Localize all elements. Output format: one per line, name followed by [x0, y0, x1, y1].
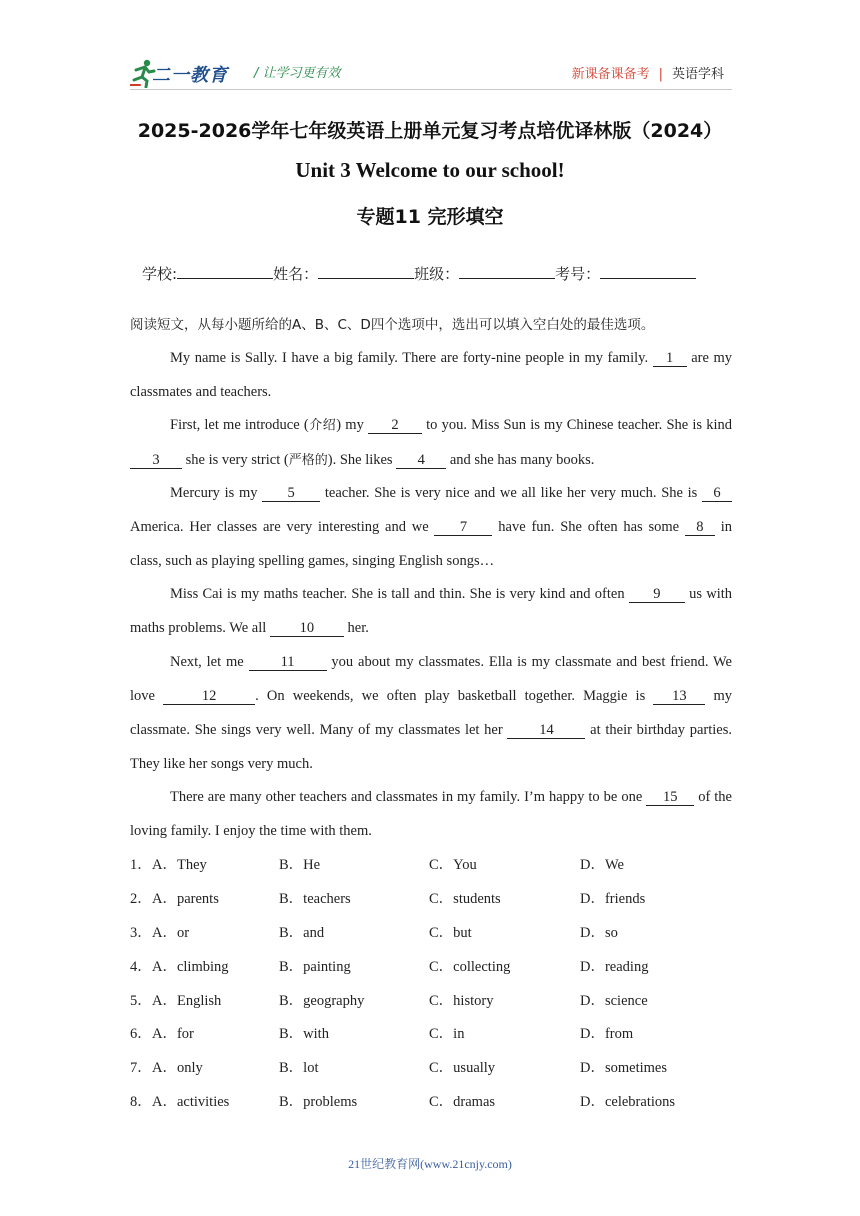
question-row — [130, 984, 750, 1018]
passage-paragraph-5: Next, let me 11 you about my classmates. Ella is my classmate and best friend. We love 12 . On weekends, we often play basketball together. Maggie is 13 my classmate. She sings very well. Many of my classmates let her 14 at their birthday parties. They like her songs very much. — [130, 654, 733, 772]
school-label: 学校: — [142, 265, 178, 283]
unit-title: Unit 3 Welcome to our school! — [295, 158, 565, 182]
class-blank[interactable] — [459, 264, 555, 279]
brand-logo — [130, 58, 242, 88]
option-d[interactable]: D．We — [580, 857, 624, 873]
header-right — [572, 63, 724, 82]
blank-11: 11 — [249, 655, 327, 671]
document-title: 2025-2026学年七年级英语上册单元复习考点培优译林版（2024） — [137, 120, 723, 142]
answer-options — [130, 848, 750, 1119]
option-a[interactable]: A．for — [152, 1026, 194, 1043]
blank-9: 9 — [629, 587, 685, 603]
name-label: 姓名： — [273, 265, 319, 283]
blank-5: 5 — [262, 486, 320, 502]
question-row — [130, 882, 750, 916]
blank-14: 14 — [507, 723, 585, 739]
header-subject: 英语学科 — [671, 67, 724, 82]
question-number: 5． — [130, 992, 152, 1009]
exam-number-blank[interactable] — [600, 264, 696, 279]
blank-4: 4 — [396, 453, 446, 469]
passage-paragraph-2: First, let me introduce (介绍) my 2 to you. Miss Sun is my Chinese teacher. She is kind 3 she is very strict (严格的). She likes 4 and she has many books. — [130, 408, 732, 478]
option-c[interactable]: C．usually — [429, 1060, 496, 1077]
header-divider — [130, 89, 732, 90]
passage-paragraph-3: Mercury is my 5 teacher. She is very nice and we all like her very much. She is 6 America. Her classes are very interesting and we 7 have fun. She often has some 8 in class, such as playing spelling games, singing English songs… — [130, 485, 733, 569]
question-number: 3． — [130, 924, 152, 941]
option-a[interactable]: A．parents — [152, 890, 219, 907]
option-a[interactable]: A．English — [152, 992, 222, 1009]
option-b[interactable]: B．geography — [279, 992, 365, 1009]
option-b[interactable]: B．lot — [279, 1060, 319, 1077]
blank-13: 13 — [653, 689, 705, 705]
slogan: / 让学习更有效 — [254, 66, 341, 81]
topic-title: 专题11 完形填空 — [356, 206, 504, 228]
option-b[interactable]: B．teachers — [279, 890, 351, 907]
option-b[interactable]: B．with — [279, 1026, 329, 1043]
question-row — [130, 1085, 750, 1119]
passage-paragraph-4: Miss Cai is my maths teacher. She is tall and thin. She is very kind and often 9 us with maths problems. We all 10 her. — [130, 586, 733, 636]
blank-10: 10 — [270, 621, 344, 637]
question-row — [130, 848, 750, 882]
option-a[interactable]: A．or — [152, 924, 190, 941]
blank-15: 15 — [646, 790, 694, 806]
option-d[interactable]: D．science — [580, 992, 648, 1009]
option-a[interactable]: A．activities — [152, 1094, 230, 1111]
option-b[interactable]: B．He — [279, 857, 321, 873]
page-header — [130, 58, 732, 90]
option-d[interactable]: D．reading — [580, 958, 649, 975]
option-c[interactable]: C．students — [429, 890, 501, 907]
option-a[interactable]: A．They — [152, 857, 207, 873]
blank-7: 7 — [434, 520, 492, 536]
question-number: 6． — [130, 1026, 152, 1043]
page-footer: 21世纪教育网(www.21cnjy.com) — [348, 1157, 512, 1171]
blank-6: 6 — [702, 486, 732, 502]
option-c[interactable]: C．You — [429, 857, 477, 873]
question-row — [130, 1017, 750, 1051]
option-d[interactable]: D．from — [580, 1026, 634, 1043]
question-number: 4． — [130, 958, 152, 975]
option-c[interactable]: C．collecting — [429, 958, 511, 975]
blank-12: 12 — [163, 689, 255, 705]
school-blank[interactable] — [177, 264, 273, 279]
option-b[interactable]: B．and — [279, 924, 325, 941]
option-a[interactable]: A．climbing — [152, 958, 229, 975]
option-d[interactable]: D．celebrations — [580, 1094, 676, 1111]
name-blank[interactable] — [318, 264, 414, 279]
option-a[interactable]: A．only — [152, 1060, 203, 1077]
option-b[interactable]: B．problems — [279, 1094, 358, 1111]
option-d[interactable]: D．so — [580, 924, 618, 941]
blank-8: 8 — [685, 520, 715, 536]
blank-1: 1 — [653, 351, 687, 367]
option-b[interactable]: B．painting — [279, 958, 351, 975]
blank-3: 3 — [130, 453, 182, 469]
question-number: 1． — [130, 857, 152, 873]
option-d[interactable]: D．sometimes — [580, 1060, 667, 1077]
question-number: 2． — [130, 890, 152, 907]
question-row — [130, 1051, 750, 1085]
option-c[interactable]: C．but — [429, 924, 472, 941]
option-d[interactable]: D．friends — [580, 890, 646, 907]
option-c[interactable]: C．in — [429, 1026, 465, 1043]
instruction: 阅读短文，从每小题所给的A、B、C、D四个选项中，选出可以填入空白处的最佳选项。 — [130, 317, 655, 333]
question-number: 8． — [130, 1094, 152, 1111]
blank-2: 2 — [368, 418, 422, 434]
question-row — [130, 950, 750, 984]
class-label: 班级： — [414, 265, 460, 283]
question-number: 7． — [130, 1060, 152, 1077]
logo-text: 二一教育 — [152, 65, 228, 86]
passage-paragraph-1: My name is Sally. I have a big family. There are forty-nine people in my family. 1 are my classmates and teachers. — [130, 350, 732, 400]
header-tagline: 新课备课备考 — [571, 67, 650, 82]
option-c[interactable]: C．history — [429, 992, 494, 1009]
exam-number-label: 考号： — [555, 265, 601, 283]
question-row — [130, 916, 750, 950]
passage-paragraph-6: There are many other teachers and classmates in my family. I’m happy to be one 15 of the loving family. I enjoy the time with them. — [130, 789, 732, 839]
student-info-line — [142, 263, 696, 284]
header-separator: | — [658, 67, 663, 82]
option-c[interactable]: C．dramas — [429, 1094, 496, 1111]
